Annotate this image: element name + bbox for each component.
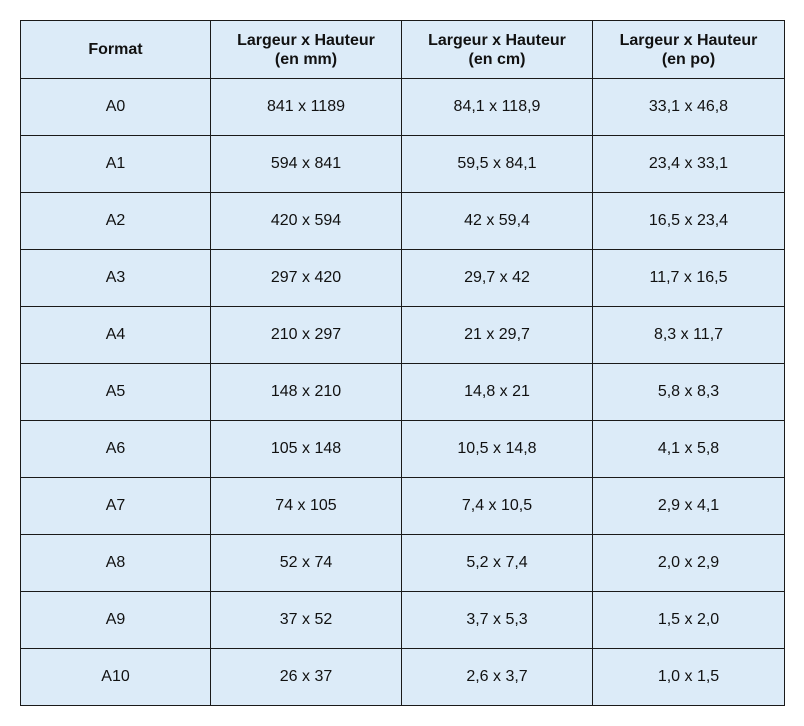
cell-mm: 74 x 105 xyxy=(211,478,402,535)
cell-po: 2,9 x 4,1 xyxy=(593,478,785,535)
cell-mm: 210 x 297 xyxy=(211,307,402,364)
header-mm-label: Largeur x Hauteur xyxy=(237,31,375,49)
cell-cm: 21 x 29,7 xyxy=(402,307,593,364)
cell-cm: 84,1 x 118,9 xyxy=(402,79,593,136)
header-po-label: Largeur x Hauteur xyxy=(619,31,758,49)
table-row xyxy=(21,79,785,136)
cell-format: A10 xyxy=(21,649,211,706)
cell-po: 1,0 x 1,5 xyxy=(593,649,785,706)
cell-po: 11,7 x 16,5 xyxy=(593,250,785,307)
header-cm xyxy=(402,21,593,79)
header-cm-label: Largeur x Hauteur xyxy=(428,31,566,49)
paper-format-table xyxy=(20,20,785,706)
header-format-label: Format xyxy=(88,41,143,58)
cell-cm: 5,2 x 7,4 xyxy=(402,535,593,592)
cell-format: A4 xyxy=(21,307,211,364)
cell-format: A5 xyxy=(21,364,211,421)
header-row xyxy=(21,21,785,79)
cell-cm: 42 x 59,4 xyxy=(402,193,593,250)
cell-po: 23,4 x 33,1 xyxy=(593,136,785,193)
cell-format: A3 xyxy=(21,250,211,307)
cell-po: 16,5 x 23,4 xyxy=(593,193,785,250)
cell-mm: 420 x 594 xyxy=(211,193,402,250)
header-po xyxy=(593,21,785,79)
table-body xyxy=(21,79,785,706)
cell-cm: 29,7 x 42 xyxy=(402,250,593,307)
table-row xyxy=(21,193,785,250)
table-row xyxy=(21,421,785,478)
cell-mm: 594 x 841 xyxy=(211,136,402,193)
cell-cm: 14,8 x 21 xyxy=(402,364,593,421)
table-row xyxy=(21,136,785,193)
header-mm xyxy=(211,21,402,79)
cell-format: A8 xyxy=(21,535,211,592)
cell-format: A1 xyxy=(21,136,211,193)
cell-cm: 7,4 x 10,5 xyxy=(402,478,593,535)
cell-po: 5,8 x 8,3 xyxy=(593,364,785,421)
cell-mm: 26 x 37 xyxy=(211,649,402,706)
table-row xyxy=(21,250,785,307)
cell-mm: 841 x 1189 xyxy=(211,79,402,136)
cell-format: A9 xyxy=(21,592,211,649)
cell-format: A7 xyxy=(21,478,211,535)
cell-po: 1,5 x 2,0 xyxy=(593,592,785,649)
cell-format: A2 xyxy=(21,193,211,250)
header-mm-unit: (en mm) xyxy=(274,50,338,68)
table-row xyxy=(21,307,785,364)
cell-po: 4,1 x 5,8 xyxy=(593,421,785,478)
table-row xyxy=(21,649,785,706)
cell-format: A6 xyxy=(21,421,211,478)
cell-mm: 37 x 52 xyxy=(211,592,402,649)
header-cm-unit: (en cm) xyxy=(468,50,526,68)
cell-mm: 297 x 420 xyxy=(211,250,402,307)
cell-format: A0 xyxy=(21,79,211,136)
cell-cm: 3,7 x 5,3 xyxy=(402,592,593,649)
table-row xyxy=(21,592,785,649)
table-row xyxy=(21,478,785,535)
table-row xyxy=(21,535,785,592)
header-format xyxy=(21,21,211,79)
cell-po: 2,0 x 2,9 xyxy=(593,535,785,592)
cell-mm: 148 x 210 xyxy=(211,364,402,421)
table-row xyxy=(21,364,785,421)
cell-cm: 2,6 x 3,7 xyxy=(402,649,593,706)
header-po-unit: (en po) xyxy=(661,50,716,68)
cell-mm: 105 x 148 xyxy=(211,421,402,478)
cell-mm: 52 x 74 xyxy=(211,535,402,592)
cell-cm: 59,5 x 84,1 xyxy=(402,136,593,193)
cell-po: 33,1 x 46,8 xyxy=(593,79,785,136)
table-header xyxy=(21,21,785,79)
cell-po: 8,3 x 11,7 xyxy=(593,307,785,364)
cell-cm: 10,5 x 14,8 xyxy=(402,421,593,478)
